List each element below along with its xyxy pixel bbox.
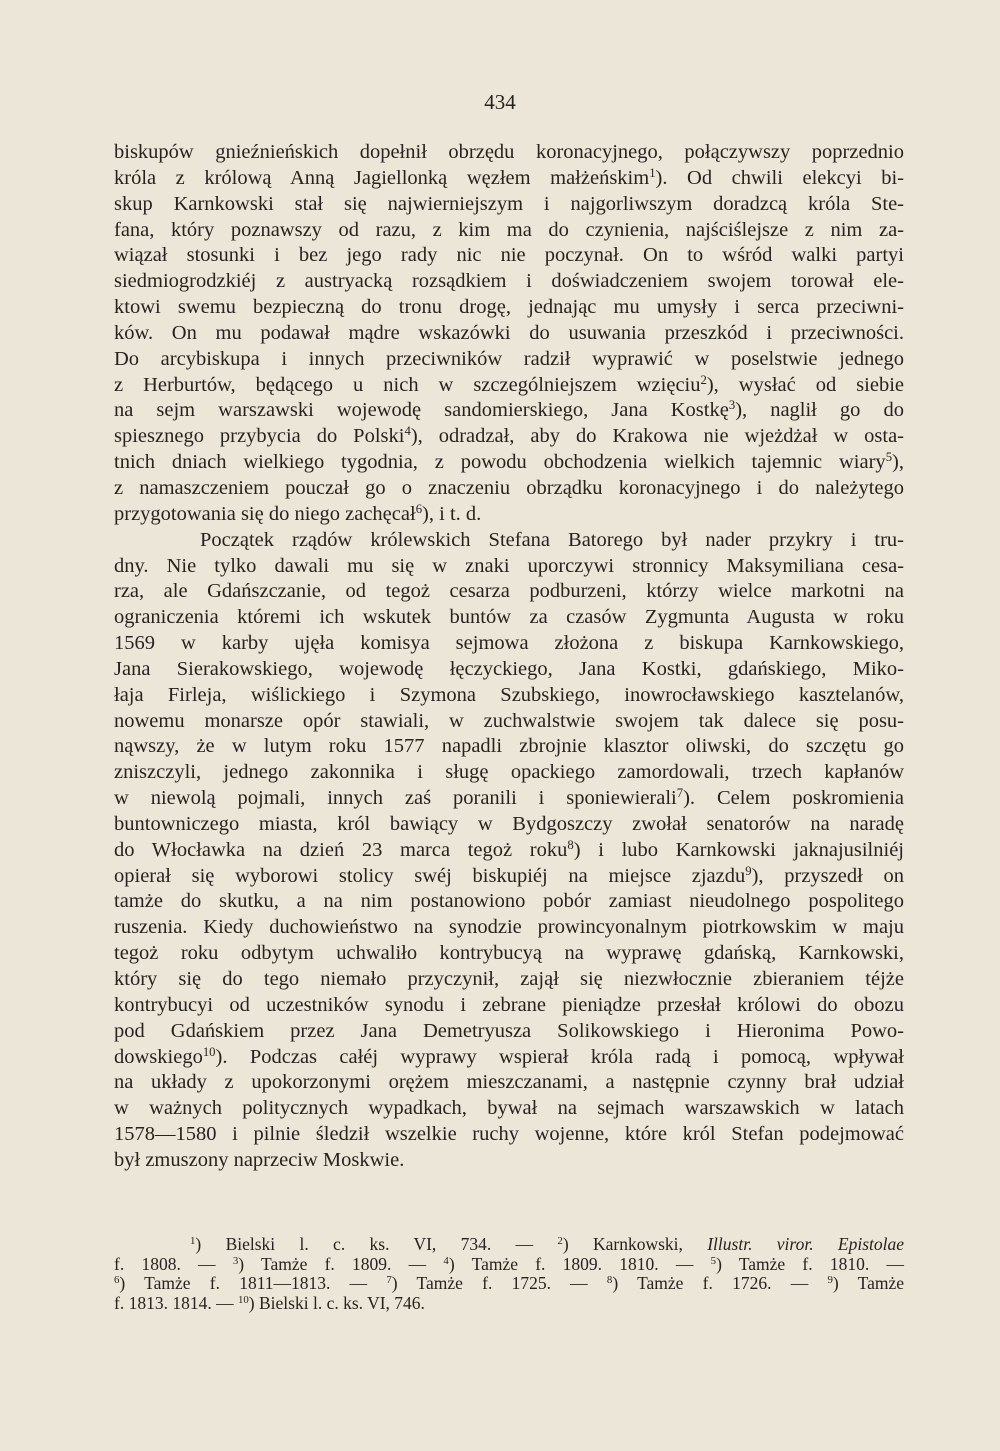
text-line: z Herburtów, będącego u nich w szczególniejszem wzięciu$^2$), wysłać od siebie <box>114 372 904 396</box>
text-line: spiesznego przybycia do Polski$^4$), odradzał, aby do Krakowa nie wjeżdżał w osta- <box>114 424 904 448</box>
text-line: opierał się wyborowi stolicy swéj biskupiéj na miejsce zjazdu$^9$), przyszedł on <box>114 863 904 887</box>
text-line: siedmiogrodzkiéj z austryacką rozsądkiem i doświadczeniem swojem torował ele- <box>114 270 904 293</box>
text-line: biskupów gnieźnieńskich dopełnił obrzędu koronacyjnego, połączywszy poprzednio <box>114 141 904 163</box>
paragraph-end-line: przygotowania się do niego zachęcał$^6$), i t. d. <box>114 501 482 525</box>
footnotes <box>114 1235 904 1313</box>
footnote-line: $^1$) Bielski l. c. ks. VI, 734. — $^2$) Karnkowski, Illustr. viror. Epistolae <box>190 1234 904 1254</box>
text-line: tnich dniach wielkiego tygodnia, z powodu obchodzenia wielkich tajemnic wiary$^5$), <box>114 450 904 474</box>
text-line: Do arcybiskupa i innych przeciwników radził wyprawić w poselstwie jednego <box>114 347 904 370</box>
text-line: który się do tego niemało przyczynił, zajął się niezwłocznie zbieraniem téjże <box>114 968 904 990</box>
text-line: pod Gdańskiem przez Jana Demetryusza Solikowskiego i Hieronima Powo- <box>114 1019 904 1042</box>
text-line: ruszenia. Kiedy duchowieństwo na synodzie prowincyonalnym piotrkowskim w maju <box>114 916 904 939</box>
paragraph-end-line: był zmuszony naprzeciw Moskwie. <box>114 1148 405 1171</box>
text-line: z namaszczeniem pouczał go o znaczeniu obrządku koronacyjnego i do należytego <box>114 476 904 499</box>
text-line: ktowi swemu bezpieczną do tronu drogę, jednając mu umysły i serca przeciwni- <box>114 296 904 319</box>
page-number: 434 <box>484 90 516 114</box>
text-line: nowemu monarsze opór stawiali, w zuchwalstwie swojem tak dalece się posu- <box>114 709 904 732</box>
text-line: dowskiego$^{10}$). Podczas całéj wyprawy wspierał króla radą i pomocą, wpływał <box>114 1044 904 1068</box>
text-line: kontrybucyi od uczestników synodu i zebrane pieniądze przesłał królowi do obozu <box>114 993 904 1016</box>
paragraph-start-line: Początek rządów królewskich Stefana Batorego był nader przykry i tru- <box>200 528 904 551</box>
footnote-line: f. 1808. — $^3$) Tamże f. 1809. — $^4$) Tamże f. 1809. 1810. — $^5$) Tamże f. 1810. — <box>114 1253 904 1274</box>
text-line: na układy z upokorzonymi orężem mieszczanami, a następnie czynny brał udział <box>114 1071 904 1094</box>
main-text <box>114 140 904 1174</box>
text-line: dny. Nie tylko dawali mu się w znaki uporczywi stronnicy Maksymiliana cesa- <box>114 554 904 577</box>
text-line: łaja Firleja, wiślickiego i Szymona Szubskiego, inowrocławskiego kasztelanów, <box>114 683 904 706</box>
footnote-line: $^6$) Tamże f. 1811—1813. — $^7$) Tamże f. 1725. — $^8$) Tamże f. 1726. — $^9$) Tamże <box>114 1273 904 1293</box>
text-line: tegoż roku odbytym uchwaliło kontrybucyą na wyprawę gdańską, Karnkowski, <box>114 942 904 965</box>
text-line: rza, ale Gdańszczanie, od tegoż cesarza podburzeni, którzy wielce markotni na <box>114 580 904 603</box>
text-line: ograniczenia któremi ich wskutek buntów za czasów Zygmunta Augusta w roku <box>114 606 904 629</box>
text-line: Jana Sierakowskiego, wojewodę łęczyckiego, Jana Kostki, gdańskiego, Miko- <box>114 657 904 680</box>
text-line: skup Karnkowski stał się najwierniejszym i najgorliwszym doradzcą króla Ste- <box>114 192 904 215</box>
text-line: wiązał stosunki i bez jego rady nic nie poczynał. On to wśród walki partyi <box>114 244 904 267</box>
text-line: ków. On mu podawał mądre wskazówki do usuwania przeszkód i przeciwności. <box>114 321 904 344</box>
footnote-line: f. 1813. 1814. — $^{10}$) Bielski l. c. ks. VI, 746. <box>114 1292 425 1313</box>
text-line: na sejm warszawski wojewodę sandomierskiego, Jana Kostkę$^3$), naglił go do <box>114 398 904 422</box>
text-line: nąwszy, że w lutym roku 1577 napadli zbrojnie klasztor oliwski, do szczętu go <box>114 735 904 758</box>
text-line: w niewolą pojmali, innych zaś poranili i sponiewierali$^7$). Celem poskromienia <box>114 786 904 810</box>
text-line: do Włocławka na dzień 23 marca tegoż roku$^8$) i lubo Karnkowski jaknajusilniéj <box>114 837 904 861</box>
text-line: króla z królową Anną Jagiellonką węzłem małżeńskim$^1$). Od chwili elekcyi bi- <box>114 165 904 189</box>
text-line: w ważnych politycznych wypadkach, bywał na sejmach warszawskich w latach <box>114 1097 904 1120</box>
text-line: 1569 w karby ujęła komisya sejmowa złożona z biskupa Karnkowskiego, <box>114 632 904 655</box>
text-line: buntowniczego miasta, król bawiący w Bydgoszczy zwołał senatorów na naradę <box>114 812 904 835</box>
text-line: 1578—1580 i pilnie śledził wszelkie ruchy wojenne, które król Stefan podejmować <box>114 1123 904 1146</box>
text-line: zniszczyli, jednego zakonnika i sługę opackiego zamordowali, trzech kapłanów <box>114 761 904 784</box>
text-line: fana, który poznawszy od razu, z kim ma do czynienia, najściślejsze z nim za- <box>114 218 904 241</box>
text-line: tamże do skutku, a na nim postanowiono pobór zamiast nieudolnego pospolitego <box>114 890 904 913</box>
